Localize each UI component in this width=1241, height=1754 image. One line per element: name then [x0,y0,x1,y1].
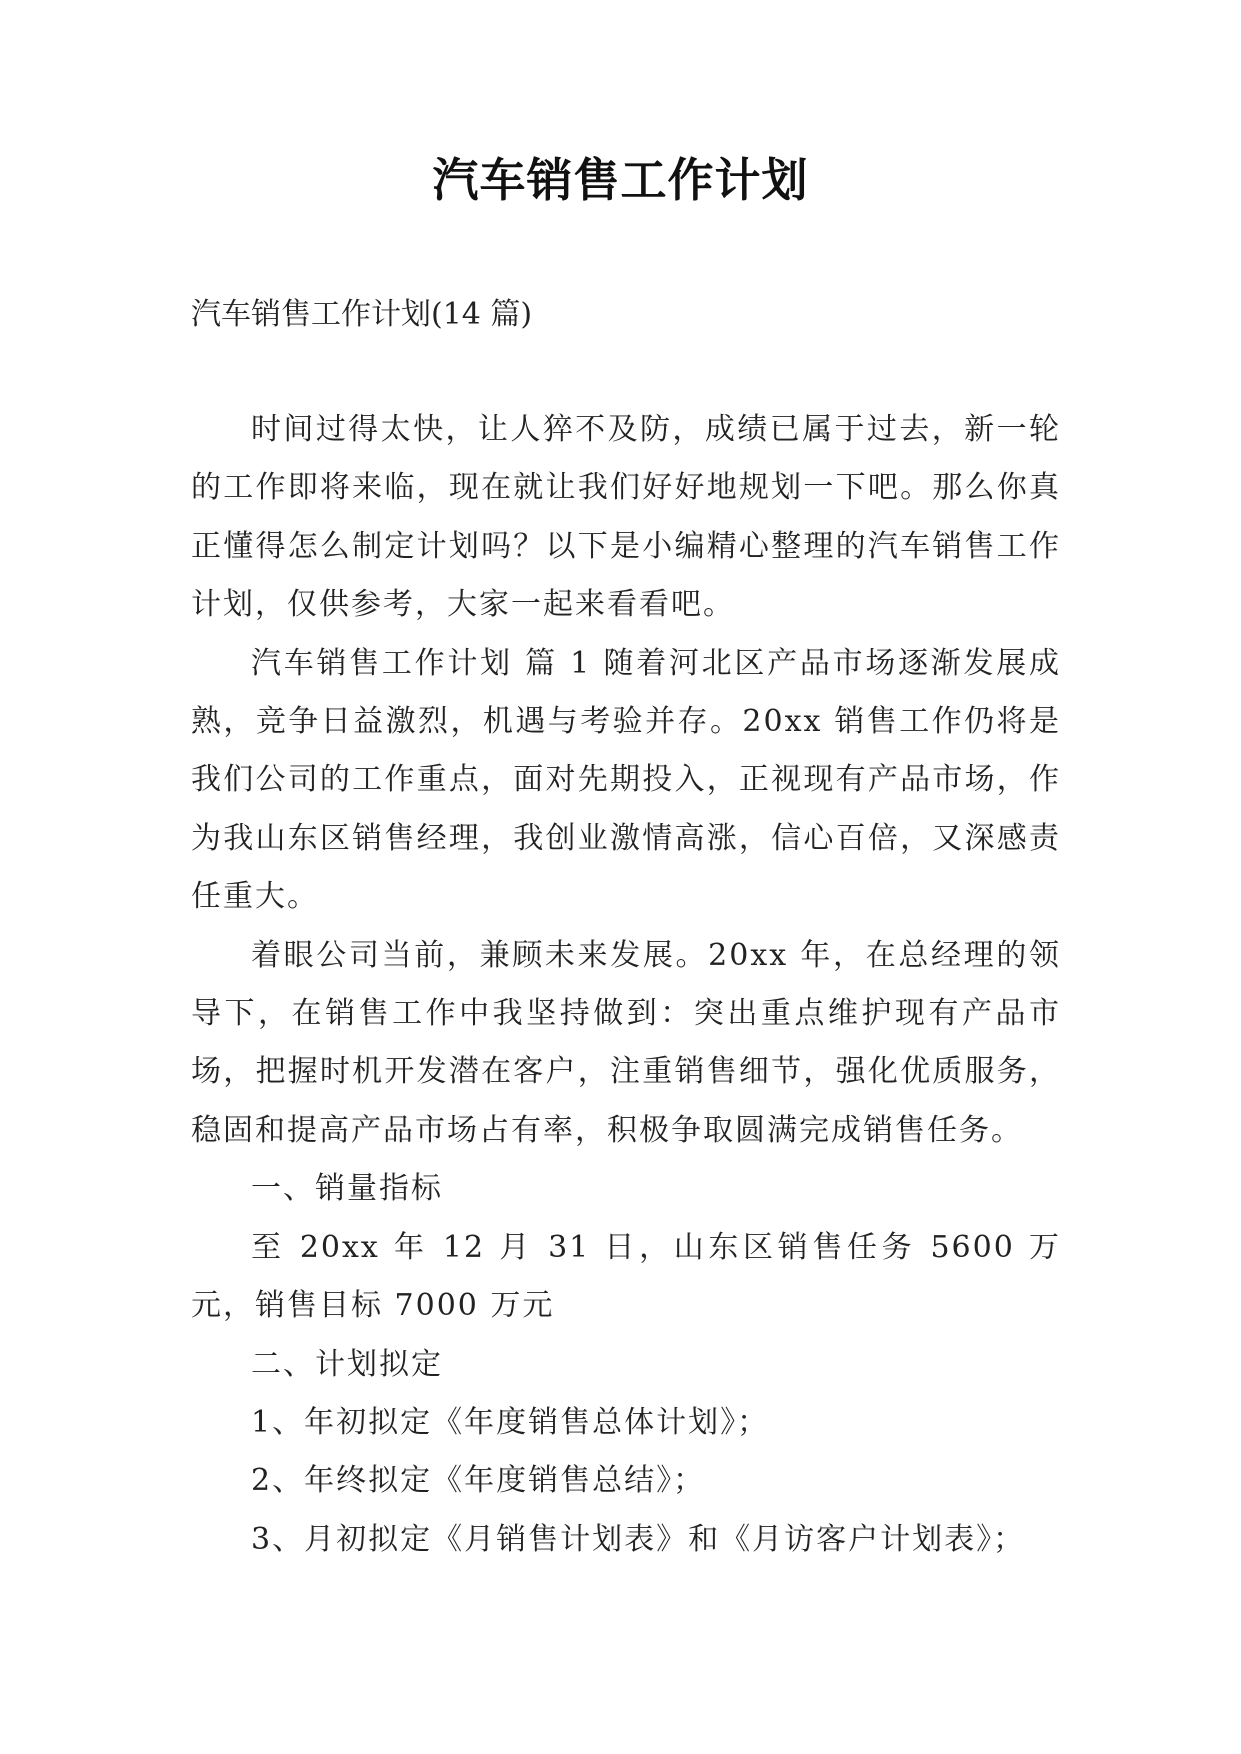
document-title: 汽车销售工作计划 [432,153,809,207]
paragraph-focus: 着眼公司当前，兼顾未来发展。20xx 年，在总经理的领导下，在销售工作中我坚持做到：突出重点维护现有产品市场，把握时机开发潜在客户，注重销售细节，强化优质服务，稳固和提高产品市场占有率，积极争取圆满完成销售任务。 [191,937,1061,1148]
paragraph-section-1: 汽车销售工作计划 篇 1 随着河北区产品市场逐渐发展成熟，竞争日益激烈，机遇与考验并存。20xx 销售工作仍将是我们公司的工作重点，面对先期投入，正视现有产品市场，作为我山东区销售经理，我创业激情高涨，信心百倍，又深感责任重大。 [191,645,1061,915]
document-subtitle: 汽车销售工作计划(14 篇) [191,297,533,332]
paragraph-intro: 时间过得太快，让人猝不及防，成绩已属于过去，新一轮的工作即将来临，现在就让我们好好地规划一下吧。那么你真正懂得怎么制定计划吗？以下是小编精心整理的汽车销售工作计划，仅供参考，大家一起来看看吧。 [191,412,1061,623]
document-body [191,401,1061,1569]
heading-plan: 二、计划拟定 [251,1346,443,1382]
list-item-plan-1: 1、年初拟定《年度销售总体计划》； [251,1404,770,1440]
heading-sales-target: 一、销量指标 [251,1171,443,1207]
list-item-plan-2: 2、年终拟定《年度销售总结》； [251,1463,706,1499]
paragraph-sales-target: 至 20xx 年 12 月 31 日，山东区销售任务 5600 万元，销售目标 7000 万元 [191,1229,1061,1324]
list-item-plan-3: 3、月初拟定《月销售计划表》和《月访客户计划表》； [251,1521,1026,1557]
